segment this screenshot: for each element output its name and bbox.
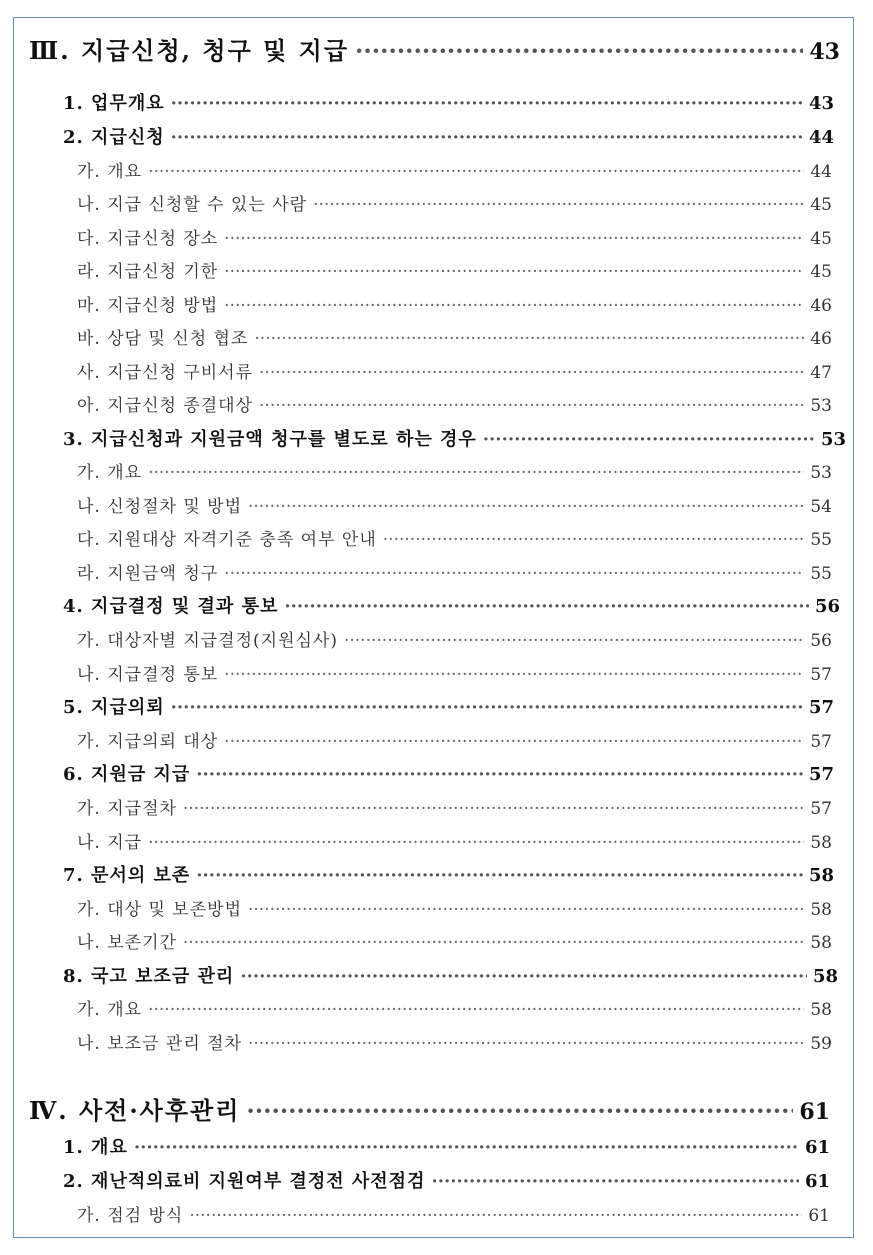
- toc-entry-chapter[interactable]: [29, 1091, 830, 1126]
- toc-page-number: 57: [810, 665, 832, 685]
- toc-entry-title: 가. 대상 및 보존방법: [77, 900, 242, 920]
- toc-entry-section[interactable]: [63, 693, 834, 719]
- toc-entry-title: Ⅲ. 지급신청, 청구 및 지급: [29, 36, 350, 65]
- toc-entry-section[interactable]: [63, 1133, 830, 1159]
- toc-entry-sub[interactable]: [77, 794, 832, 819]
- toc-entry-sub[interactable]: [77, 660, 832, 685]
- toc-page-number: 43: [808, 93, 834, 114]
- toc-entry-sub[interactable]: [77, 358, 832, 383]
- dot-leader: [259, 363, 804, 383]
- toc-entry-section[interactable]: [63, 89, 834, 115]
- toc-entry-title: 7. 문서의 보존: [63, 865, 191, 886]
- toc-page-number: 61: [804, 1137, 830, 1158]
- toc-page-number: 44: [810, 162, 832, 182]
- toc-entry-title: 아. 지급신청 종결대상: [77, 396, 254, 416]
- toc-entry-title: 나. 보존기간: [77, 933, 177, 953]
- dot-leader: [134, 1137, 799, 1158]
- dot-leader: [483, 429, 815, 450]
- toc-page-number: 57: [808, 764, 834, 785]
- toc-entry-title: 4. 지급결정 및 결과 통보: [63, 596, 279, 617]
- toc-page-number: 61: [799, 1099, 830, 1125]
- toc-page-number: 44: [808, 127, 834, 148]
- toc-entry-section[interactable]: [63, 1167, 830, 1193]
- dot-leader: [148, 463, 804, 483]
- dot-leader: [240, 966, 807, 987]
- toc-page-number: 59: [810, 1034, 832, 1054]
- dot-leader: [344, 631, 804, 651]
- dot-leader: [248, 1034, 804, 1054]
- toc-entry-title: 가. 개요: [77, 463, 143, 483]
- toc-page-number: 45: [810, 229, 832, 249]
- toc-entry-title: 가. 개요: [77, 162, 143, 182]
- dot-leader: [313, 195, 804, 215]
- toc-entry-sub[interactable]: [77, 157, 832, 182]
- toc-page-number: 46: [810, 329, 832, 349]
- toc-entry-title: 가. 지급의뢰 대상: [77, 732, 219, 752]
- toc-entry-sub[interactable]: [77, 1029, 832, 1054]
- toc-entry-section[interactable]: [63, 425, 846, 451]
- dot-leader: [196, 764, 803, 785]
- toc-entry-section[interactable]: [63, 962, 838, 988]
- toc-entry-title: 사. 지급신청 구비서류: [77, 363, 254, 383]
- toc-entry-chapter[interactable]: [29, 31, 840, 66]
- toc-entry-sub[interactable]: [77, 190, 832, 215]
- dot-leader: [284, 596, 809, 617]
- dot-leader: [259, 396, 804, 416]
- dot-leader: [246, 1096, 793, 1125]
- dot-leader: [224, 229, 804, 249]
- dot-leader: [383, 530, 805, 550]
- dot-leader: [224, 564, 804, 584]
- dot-leader: [183, 933, 804, 953]
- toc-page-number: 54: [810, 497, 832, 517]
- toc-entry-title: 가. 지급절차: [77, 799, 177, 819]
- toc-page-number: 58: [810, 900, 832, 920]
- toc-entry-sub[interactable]: [77, 895, 832, 920]
- toc-entry-sub[interactable]: [77, 224, 832, 249]
- toc-page-number: 55: [810, 530, 832, 550]
- toc-page-number: 56: [814, 596, 840, 617]
- dot-leader: [355, 36, 803, 65]
- toc-entry-sub[interactable]: [77, 525, 832, 550]
- toc-entry-title: Ⅳ. 사전·사후관리: [29, 1096, 241, 1125]
- toc-entry-title: 바. 상담 및 신청 협조: [77, 329, 249, 349]
- dot-leader: [254, 329, 804, 349]
- toc-entry-sub[interactable]: [77, 559, 832, 584]
- toc-entry-sub[interactable]: [77, 928, 832, 953]
- toc-entry-title: 마. 지급신청 방법: [77, 296, 219, 316]
- dot-leader: [196, 865, 803, 886]
- toc-page-number: 58: [808, 865, 834, 886]
- toc-entry-title: 2. 지급신청: [63, 127, 165, 148]
- toc-page-number: 58: [812, 966, 838, 987]
- toc-entry-title: 1. 개요: [63, 1137, 128, 1158]
- toc-entry-title: 다. 지원대상 자격기준 충족 여부 안내: [77, 530, 377, 550]
- dot-leader: [171, 127, 803, 148]
- toc-entry-section[interactable]: [63, 123, 834, 149]
- dot-leader: [148, 833, 804, 853]
- toc-entry-title: 2. 재난적의료비 지원여부 결정전 사전점검: [63, 1171, 426, 1192]
- toc-entry-sub[interactable]: [77, 391, 832, 416]
- toc-page-number: 57: [808, 697, 834, 718]
- toc-entry-title: 1. 업무개요: [63, 93, 165, 114]
- toc-entry-title: 나. 신청절차 및 방법: [77, 497, 242, 517]
- toc-page-number: 58: [810, 1000, 832, 1020]
- dot-leader: [224, 296, 804, 316]
- toc-entry-title: 나. 지급결정 통보: [77, 665, 219, 685]
- toc-page-number: 56: [810, 631, 832, 651]
- toc-entry-sub[interactable]: [77, 257, 832, 282]
- toc-entry-title: 6. 지원금 지급: [63, 764, 191, 785]
- toc-entry-title: 가. 개요: [77, 1000, 143, 1020]
- toc-entry-title: 가. 대상자별 지급결정(지원심사): [77, 631, 338, 651]
- dot-leader: [148, 162, 804, 182]
- dot-leader: [248, 497, 804, 517]
- toc-entry-section[interactable]: [63, 760, 834, 786]
- toc-entry-title: 5. 지급의뢰: [63, 697, 165, 718]
- toc-page-number: 45: [810, 262, 832, 282]
- toc-page-number: 58: [810, 833, 832, 853]
- toc-page-number: 53: [820, 429, 846, 450]
- dot-leader: [183, 799, 804, 819]
- toc-page-number: 47: [810, 363, 832, 383]
- toc-page-number: 53: [810, 463, 832, 483]
- dot-leader: [171, 93, 803, 114]
- toc-page-number: 58: [810, 933, 832, 953]
- toc-page-number: 55: [810, 564, 832, 584]
- toc-entry-sub[interactable]: [77, 1201, 830, 1226]
- toc-page-frame: [13, 17, 854, 1238]
- toc-entry-sub[interactable]: [77, 828, 832, 853]
- toc-entry-sub[interactable]: [77, 626, 832, 651]
- toc-entry-title: 나. 지급: [77, 833, 143, 853]
- toc-entry-section[interactable]: [63, 861, 834, 887]
- toc-page-number: 57: [810, 799, 832, 819]
- toc-page-number: 53: [810, 396, 832, 416]
- toc-entry-title: 라. 지급신청 기한: [77, 262, 219, 282]
- toc-entry-sub[interactable]: [77, 324, 832, 349]
- toc-entry-title: 8. 국고 보조금 관리: [63, 966, 235, 987]
- toc-entry-title: 라. 지원금액 청구: [77, 564, 219, 584]
- toc-entry-title: 나. 지급 신청할 수 있는 사람: [77, 195, 308, 215]
- toc-entry-sub[interactable]: [77, 727, 832, 752]
- dot-leader: [171, 697, 803, 718]
- toc-entry-sub[interactable]: [77, 291, 832, 316]
- dot-leader: [431, 1171, 798, 1192]
- toc-entry-title: 다. 지급신청 장소: [77, 229, 219, 249]
- toc-entry-section[interactable]: [63, 592, 840, 618]
- toc-entry-title: 나. 보조금 관리 절차: [77, 1034, 242, 1054]
- dot-leader: [224, 262, 804, 282]
- dot-leader: [224, 732, 804, 752]
- toc-page-number: 57: [810, 732, 832, 752]
- toc-entry-sub[interactable]: [77, 492, 832, 517]
- toc-page-number: 43: [809, 39, 840, 65]
- toc-entry-title: 가. 점검 방식: [77, 1206, 184, 1226]
- toc-page-number: 46: [810, 296, 832, 316]
- toc-page-number: 61: [804, 1171, 830, 1192]
- dot-leader: [148, 1000, 804, 1020]
- toc-entry-title: 3. 지급신청과 지원금액 청구를 별도로 하는 경우: [63, 429, 477, 450]
- toc-page-number: 61: [808, 1206, 830, 1226]
- toc-entry-sub[interactable]: [77, 995, 832, 1020]
- dot-leader: [248, 900, 804, 920]
- dot-leader: [189, 1206, 802, 1226]
- toc-page-number: 45: [810, 195, 832, 215]
- toc-entry-sub[interactable]: [77, 458, 832, 483]
- dot-leader: [224, 665, 804, 685]
